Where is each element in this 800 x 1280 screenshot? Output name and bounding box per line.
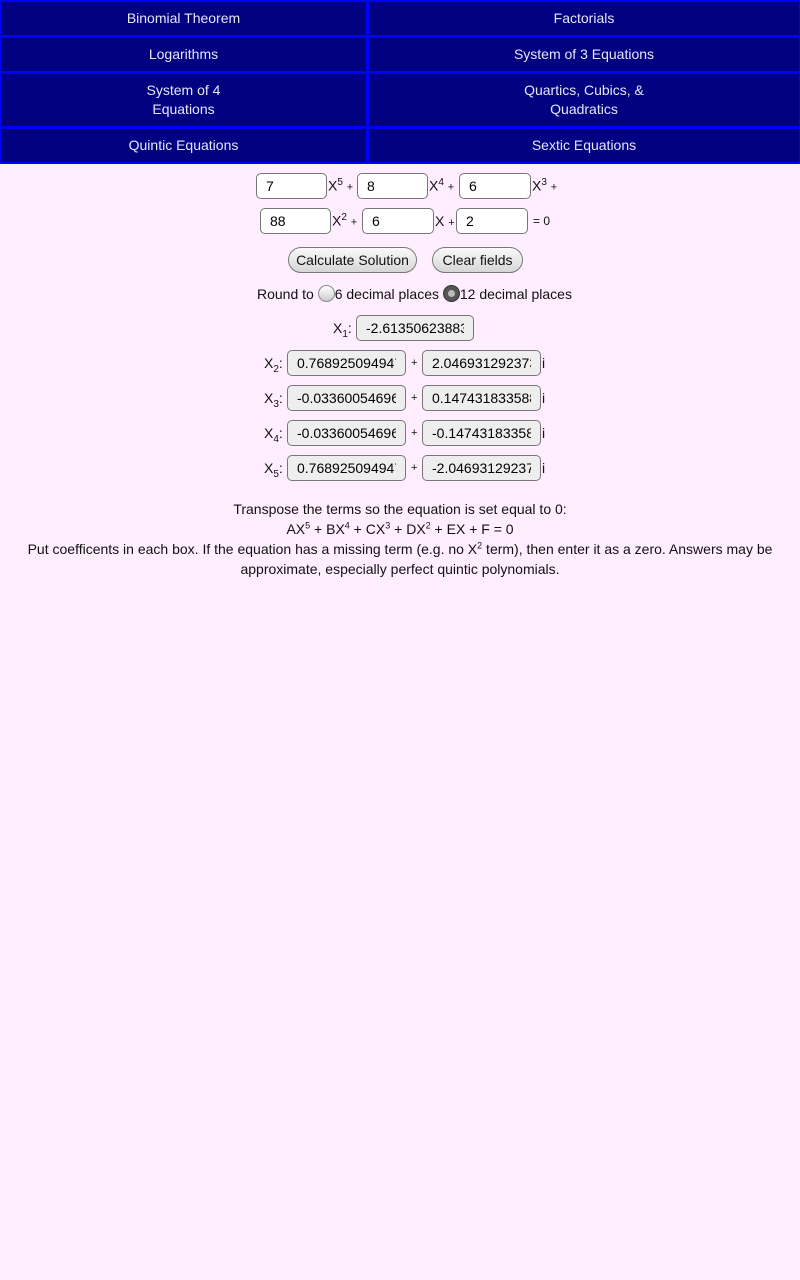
nav-quintic[interactable]: Quintic Equations — [1, 129, 366, 162]
imag-unit: i — [542, 425, 546, 441]
coef-a-input[interactable] — [256, 173, 327, 199]
radio-12-label: 12 decimal places — [459, 286, 572, 302]
radio-12-decimals[interactable] — [443, 285, 460, 302]
coef-c-input[interactable] — [459, 173, 531, 199]
formula: $AX^5 + BX^4 + CX^3 + DX^2$ + EX + F = 0 — [286, 520, 514, 537]
x2-real-output[interactable] — [287, 350, 406, 376]
plus: + — [411, 462, 418, 474]
x2-label: $X_2$: — [264, 355, 283, 375]
term-x5: $X^5$ + — [328, 177, 354, 194]
x5-label: $X_5$: — [264, 460, 283, 480]
clear-button[interactable]: Clear fields — [432, 247, 523, 273]
imag-unit: i — [542, 390, 546, 406]
x3-imag-output[interactable] — [422, 385, 541, 411]
round-label: Round to — [257, 286, 314, 302]
plus: + — [411, 357, 418, 369]
term-x: X + — [435, 213, 455, 229]
coef-f-input[interactable] — [456, 208, 528, 234]
x3-label: $X_3$: — [264, 390, 283, 410]
nav-logarithms[interactable]: Logarithms — [1, 38, 366, 71]
x1-real-output[interactable] — [356, 315, 474, 341]
coef-d-input[interactable] — [260, 208, 331, 234]
instruction-line-3: Put coefficents in each box. If the equation has a missing term (e.g. no $X^2$ term), then enter it as a zero. Answers may be approximate, especially perfect quintic polynomials. — [27, 540, 773, 577]
x4-imag-output[interactable] — [422, 420, 541, 446]
nav-label: System of 4 Equations — [146, 82, 221, 117]
radio-6-label: 6 decimal places — [334, 286, 439, 302]
radio-6-decimals[interactable] — [318, 285, 335, 302]
x3-real-output[interactable] — [287, 385, 406, 411]
imag-unit: i — [542, 355, 546, 371]
nav-binomial-theorem[interactable]: Binomial Theorem — [1, 2, 366, 35]
x4-real-output[interactable] — [287, 420, 406, 446]
term-x2: $X^2$ + — [332, 212, 358, 229]
term-x4: $X^4$ + — [429, 177, 455, 194]
rounding-row — [257, 281, 572, 307]
nav-label: Quartics, Cubics, & Quadratics — [524, 82, 644, 117]
x5-imag-output[interactable] — [422, 455, 541, 481]
x4-label: $X_4$: — [264, 425, 283, 445]
plus: + — [411, 392, 418, 404]
calculate-button[interactable]: Calculate Solution — [288, 247, 417, 273]
nav-quartics[interactable] — [369, 74, 799, 126]
nav-sextic[interactable]: Sextic Equations — [369, 129, 799, 162]
instruction-line-4: especially perfect quintic polynomials. — [325, 561, 560, 577]
instructions — [10, 499, 790, 579]
x1-label: $X_1$: — [333, 320, 352, 340]
nav-grid — [0, 0, 800, 164]
plus: + — [411, 427, 418, 439]
imag-unit: i — [542, 460, 546, 476]
nav-system-of-3[interactable]: System of 3 Equations — [369, 38, 799, 71]
nav-system-of-4[interactable] — [1, 74, 366, 126]
coef-b-input[interactable] — [357, 173, 428, 199]
x5-real-output[interactable] — [287, 455, 406, 481]
nav-factorials[interactable]: Factorials — [369, 2, 799, 35]
coef-e-input[interactable] — [362, 208, 434, 234]
equals-zero: = 0 — [533, 214, 551, 228]
term-x3: $X^3$ + — [532, 177, 558, 194]
instruction-line-1: Transpose the terms so the equation is set equal to 0: — [233, 501, 567, 517]
x2-imag-output[interactable] — [422, 350, 541, 376]
